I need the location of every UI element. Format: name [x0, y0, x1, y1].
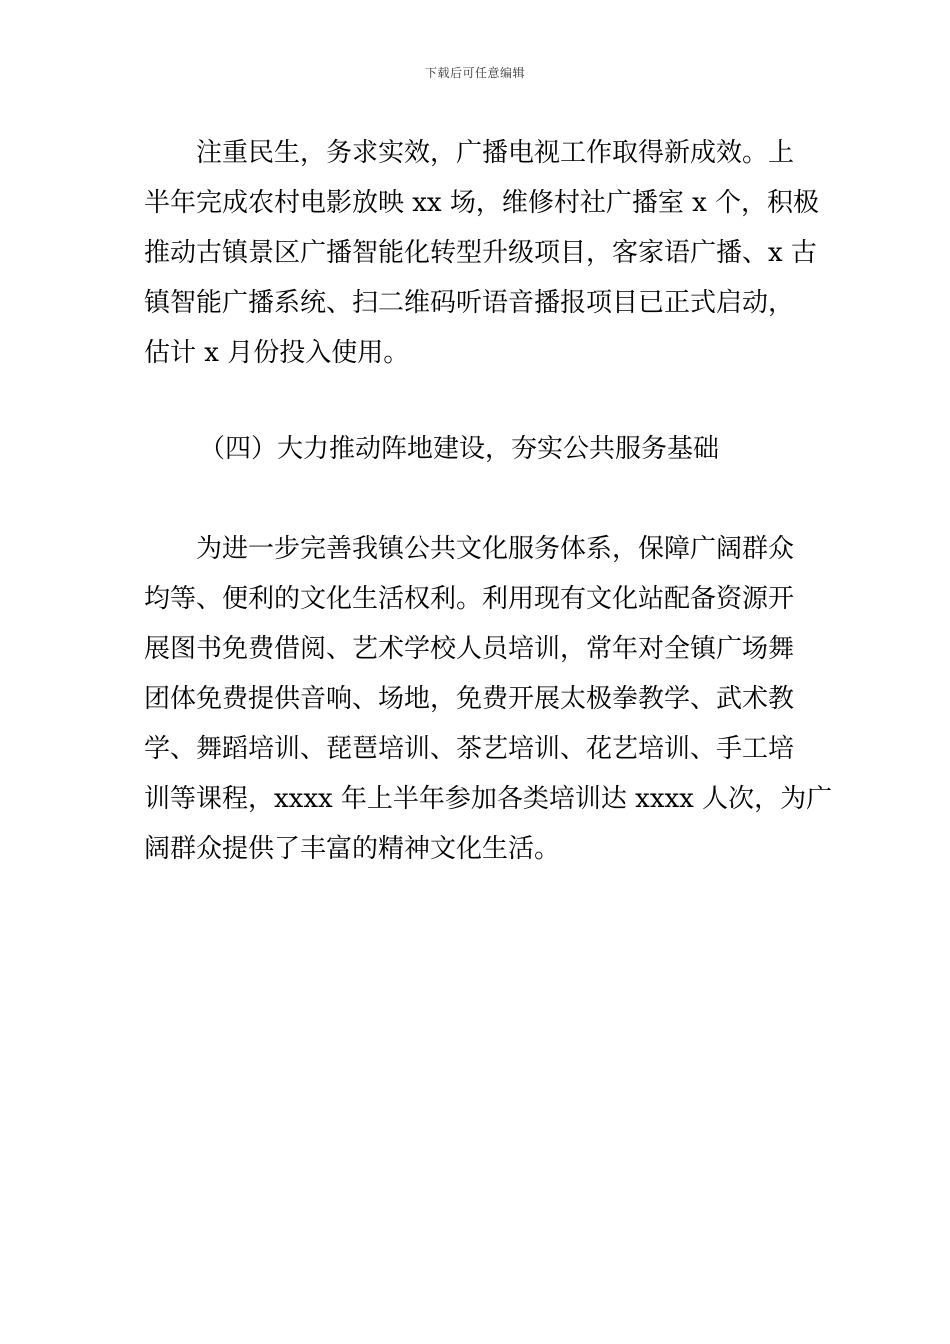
- paragraph-line: 团体免费提供音响、场地，免费开展太极拳教学、武术教: [144, 684, 795, 714]
- paragraph-line: 为进一步完善我镇公共文化服务体系，保障广阔群众: [196, 534, 795, 564]
- paragraph-line: 展图书免费借阅、艺术学校人员培训，常年对全镇广场舞: [144, 634, 795, 664]
- paragraph-public-welfare: [144, 128, 820, 378]
- page-header: 下载后可任意编辑: [424, 66, 525, 80]
- paragraph-line: 注重民生，务求实效，广播电视工作取得新成效。上: [196, 138, 795, 168]
- paragraph-line: 推动古镇景区广播智能化转型升级项目，客家语广播、x 古: [144, 238, 817, 268]
- paragraph-line: 学、舞蹈培训、琵琶培训、茶艺培训、花艺培训、手工培: [144, 734, 795, 764]
- paragraph-line: 镇智能广播系统、扫二维码听语音播报项目已正式启动，: [144, 288, 795, 318]
- paragraph-line: 阔群众提供了丰富的精神文化生活。: [144, 834, 561, 864]
- section-heading: [199, 424, 819, 474]
- paragraph-public-service: [144, 524, 833, 874]
- paragraph-line: 均等、便利的文化生活权利。利用现有文化站配备资源开: [144, 584, 795, 614]
- section-heading-text: （四）大力推动阵地建设，夯实公共服务基础: [199, 434, 720, 464]
- paragraph-line: 训等课程，xxxx 年上半年参加各类培训达 xxxx 人次，为广: [144, 784, 833, 814]
- paragraph-line: 估计 x 月份投入使用。: [144, 338, 410, 368]
- paragraph-line: 半年完成农村电影放映 xx 场，维修村社广播室 x 个，积极: [144, 188, 820, 218]
